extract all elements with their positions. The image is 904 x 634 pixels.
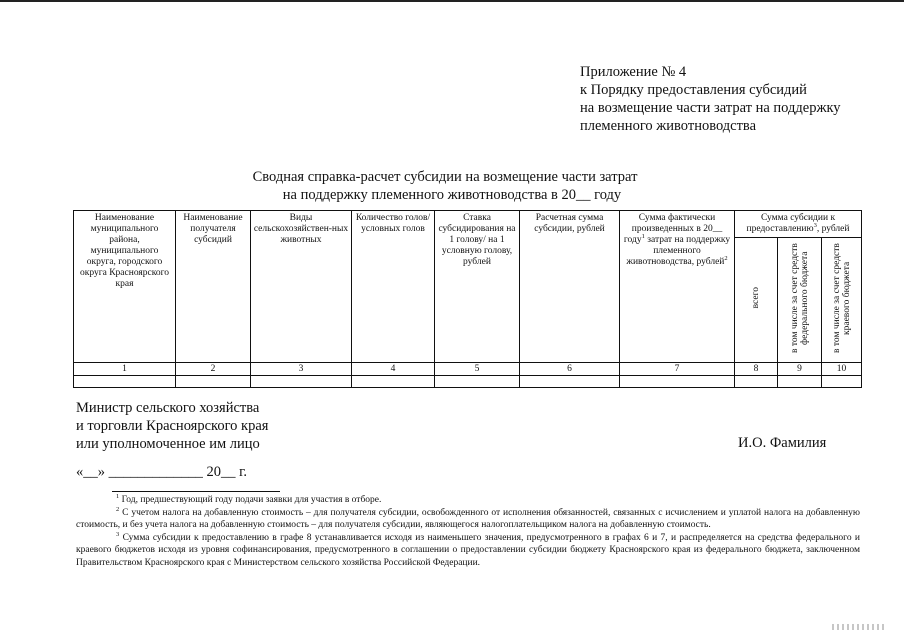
header-col-8 — [735, 238, 778, 363]
signatory-line-3: или уполномоченное им лицо — [76, 436, 260, 452]
column-number-1: 1 — [74, 363, 176, 376]
signatory-line-1: Министр сельского хозяйства — [76, 400, 260, 416]
table-cell — [74, 376, 176, 388]
table-cell — [176, 376, 251, 388]
appendix-header — [580, 63, 841, 135]
table-cell — [520, 376, 620, 388]
column-number-2: 2 — [176, 363, 251, 376]
top-border-line — [0, 0, 904, 2]
footnote-1-text: Год, предшествующий году подачи заявки для участия в отборе. — [119, 495, 382, 505]
table-cell — [435, 376, 520, 388]
appendix-line-4: племенного животноводства — [580, 118, 757, 134]
column-number-5: 5 — [435, 363, 520, 376]
column-number-7: 7 — [620, 363, 735, 376]
header-group-text-a: Сумма субсидии к предоставлению — [746, 213, 836, 234]
header-col-10-text: в том числе за счет средств краевого бюджета — [831, 243, 852, 353]
header-col-7 — [620, 211, 735, 363]
footnote-3 — [76, 532, 860, 570]
document-title-line-1: Сводная справка-расчет субсидии на возмещение части затрат — [252, 169, 638, 185]
calculation-table — [73, 210, 862, 388]
header-col-10 — [822, 238, 862, 363]
header-col-8-text: всего — [751, 287, 761, 309]
column-number-9: 9 — [778, 363, 822, 376]
appendix-line-3: на возмещение части затрат на поддержку — [580, 100, 841, 116]
column-number-6: 6 — [520, 363, 620, 376]
header-col-9 — [778, 238, 822, 363]
column-number-4: 4 — [352, 363, 435, 376]
signature-block — [76, 399, 268, 453]
table-cell — [352, 376, 435, 388]
footnote-ref-3: 3 — [813, 221, 817, 229]
header-col-3: Виды сельскохозяйствен-ных животных — [251, 211, 352, 363]
footnote-3-text: Сумма субсидии к предоставлению в графе 8 устанавливается исходя из наименьшего значения, предусмотренного в графах 6 и 7, и распределяется на средства федерального и краевого бюджетов исходя из уровня софинансирования, предусмотренного в соглашении о предоставлении субсидии бюджету Красноярского края из федерального бюджета, заключенном Правительством Красноярского края с Министерством сельского хозяйства Российской Федерации. — [76, 532, 860, 568]
footnote-1 — [76, 494, 860, 507]
signatory-name: И.О. Фамилия — [738, 435, 827, 451]
column-number-10: 10 — [822, 363, 862, 376]
table-cell — [778, 376, 822, 388]
scan-artifact — [832, 624, 887, 630]
header-col-6: Расчетная сумма субсидии, рублей — [520, 211, 620, 363]
header-col-4: Количество голов/условных голов — [352, 211, 435, 363]
table-cell — [822, 376, 862, 388]
document-title — [0, 168, 904, 204]
document-title-line-2: на поддержку племенного животноводства в 20__ году — [282, 187, 622, 203]
header-col-5: Ставка субсидирования на 1 голову/ на 1 условную голову, рублей — [435, 211, 520, 363]
footnote-ref-1: 1 — [641, 232, 645, 240]
footnote-2 — [76, 507, 860, 532]
appendix-line-2: к Порядку предоставления субсидий — [580, 82, 807, 98]
footnote-1-mark: 1 — [116, 492, 120, 500]
footnote-2-text: С учетом налога на добавленную стоимость – для получателя субсидии, освобожденного от исполнения обязанностей, связанных с исчислением и уплатой налога на добавленную стоимость, и без учета налога на добавленную стоимость – для получателя субсидии, являющегося налогоплательщиком налога на добавленную стоимость. — [76, 507, 860, 530]
header-col-1: Наименование муниципального района, муниципального округа, городского округа Красноярского края — [74, 211, 176, 363]
table-cell — [620, 376, 735, 388]
table-row — [74, 376, 862, 388]
table-cell — [735, 376, 778, 388]
footnote-2-mark: 2 — [116, 505, 120, 513]
header-col-9-text: в том числе за счет средств федерального бюджета — [789, 243, 810, 353]
footnotes — [76, 494, 860, 569]
header-group-subsidy — [735, 211, 862, 238]
header-col-7-text-b: затрат на поддержку племенного животноводства, рублей — [626, 235, 731, 267]
appendix-line-1: Приложение № 4 — [580, 64, 687, 80]
footnote-ref-2: 2 — [724, 254, 728, 262]
footnote-3-mark: 3 — [116, 530, 120, 538]
table-number-row — [74, 363, 862, 376]
signature-date: «__» _____________ 20__ г. — [76, 464, 248, 480]
column-number-8: 8 — [735, 363, 778, 376]
header-col-2: Наименование получателя субсидий — [176, 211, 251, 363]
signatory-line-2: и торговли Красноярского края — [76, 418, 269, 434]
header-group-text-b: , рублей — [816, 224, 850, 234]
column-number-3: 3 — [251, 363, 352, 376]
table-cell — [251, 376, 352, 388]
header-col-7-text-a: Сумма фактически произведенных в 20__ году — [623, 213, 723, 245]
table-header-row — [74, 211, 862, 238]
footnote-divider — [112, 491, 280, 492]
